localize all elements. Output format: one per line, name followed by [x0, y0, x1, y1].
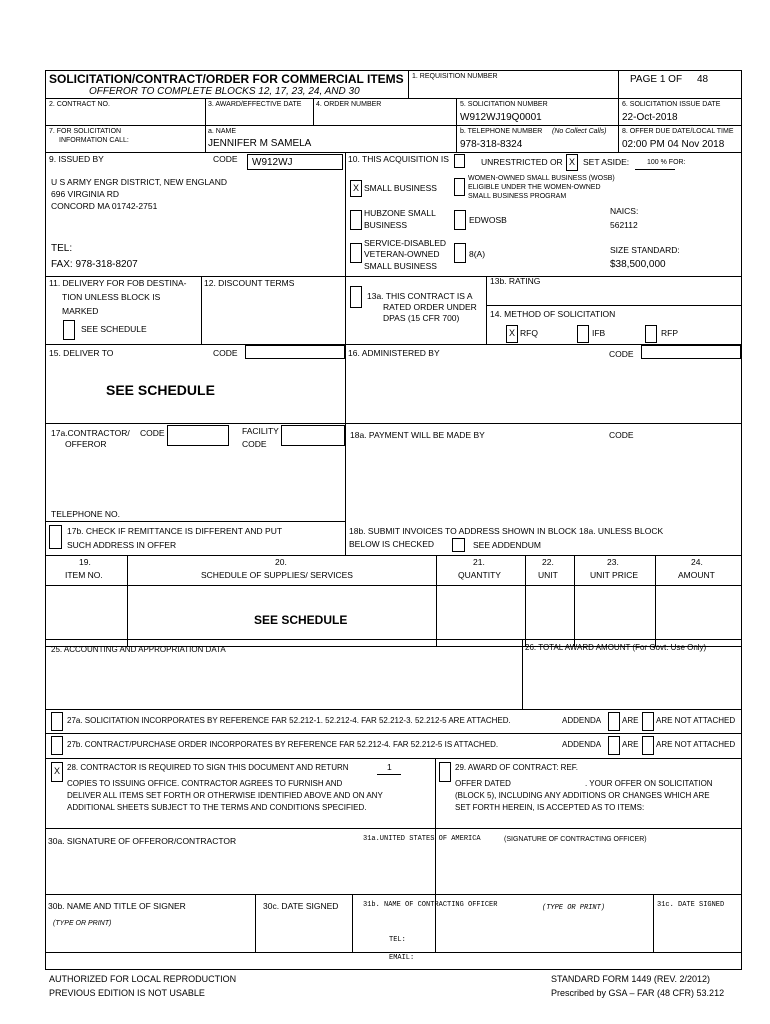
28-checkbox[interactable]: X: [51, 762, 63, 782]
col-unit-price-num: 23.: [607, 557, 619, 567]
officer-tel-label: TEL:: [389, 936, 406, 944]
rule: [45, 70, 742, 71]
dpas-checkbox[interactable]: [350, 286, 362, 308]
no-collect-note: (No Collect Calls): [552, 128, 607, 135]
deliver-to-code-label: CODE: [213, 348, 238, 358]
sdvosb-label-3: SMALL BUSINESS: [364, 261, 437, 271]
hubzone-label-1: HUBZONE SMALL: [364, 208, 436, 218]
rule: [45, 969, 742, 970]
contract-no-label: 2. CONTRACT NO.: [49, 101, 110, 108]
officer-email-label: EMAIL:: [389, 954, 415, 962]
rule: [435, 758, 436, 952]
solicitation-number: W912WJ19Q0001: [460, 112, 542, 123]
29-label-5: SET FORTH HEREIN, IS ACCEPTED AS TO ITEMS:: [455, 803, 645, 812]
col-item-header: ITEM NO.: [65, 570, 103, 580]
set-aside-checkbox[interactable]: X: [566, 154, 578, 171]
27b-are-checkbox[interactable]: [608, 736, 620, 755]
fob-checkbox[interactable]: [63, 320, 75, 340]
rule: [45, 521, 345, 522]
28-label-3: DELIVER ALL ITEMS SET FORTH OR OTHERWISE IDENTIFIED ABOVE AND ON ANY: [67, 791, 383, 800]
edwosb-checkbox[interactable]: [454, 210, 466, 230]
rule: [345, 344, 346, 423]
col-unit-num: 22.: [542, 557, 554, 567]
col-quantity-header: QUANTITY: [458, 570, 501, 580]
payment-by-label: 18a. PAYMENT WILL BE MADE BY: [350, 430, 485, 440]
items-see-schedule: SEE SCHEDULE: [254, 613, 348, 627]
rule: [45, 585, 742, 586]
administered-code-field[interactable]: [641, 345, 741, 359]
prescribed-by: Prescribed by GSA – FAR (48 CFR) 53.212: [551, 988, 725, 998]
award-date-label: 3. AWARD/EFFECTIVE DATE: [208, 101, 302, 108]
facility-code-label: CODE: [242, 439, 267, 449]
facility-code-field[interactable]: [281, 425, 345, 446]
addendum-checkbox[interactable]: [452, 538, 465, 552]
naics-label: NAICS:: [610, 206, 639, 216]
28-label-1: 28. CONTRACTOR IS REQUIRED TO SIGN THIS DOCUMENT AND RETURN: [67, 763, 349, 772]
rule: [486, 305, 742, 306]
acquisition-label: 10. THIS ACQUISITION IS: [348, 154, 449, 164]
27a-are-checkbox[interactable]: [608, 712, 620, 731]
rule: [45, 423, 742, 424]
facility-label: FACILITY: [242, 426, 279, 436]
see-addendum-label: SEE ADDENDUM: [473, 540, 542, 550]
fob-label-3: MARKED: [62, 306, 99, 316]
28-label-4: ADDITIONAL SHEETS SUBJECT TO THE TERMS AND CONDITIONS SPECIFIED.: [67, 803, 367, 812]
rule: [205, 98, 206, 125]
submit-invoices-label-2: BELOW IS CHECKED: [349, 539, 435, 549]
issue-date-label: 6. SOLICITATION ISSUE DATE: [622, 101, 721, 108]
rule: [45, 70, 46, 970]
contracting-officer-name-label: 31b. NAME OF CONTRACTING OFFICER: [363, 901, 498, 909]
rule: [127, 555, 128, 646]
copies-underline: [377, 774, 401, 775]
col-item-num: 19.: [79, 557, 91, 567]
percent-underline: [635, 169, 675, 170]
deliver-to-code-field[interactable]: [245, 345, 345, 359]
col-amount-header: AMOUNT: [678, 570, 715, 580]
signer-type-or-print: (TYPE OR PRINT): [53, 920, 112, 927]
rule: [45, 555, 742, 556]
wosb-checkbox[interactable]: [454, 178, 465, 196]
sdvosb-label-1: SERVICE-DISABLED: [364, 238, 447, 248]
rfq-label: RFQ: [520, 328, 538, 338]
col-quantity-num: 21.: [473, 557, 485, 567]
discount-terms-label: 12. DISCOUNT TERMS: [204, 278, 295, 288]
issued-code-field[interactable]: W912WJ: [247, 154, 343, 170]
27b-label: 27b. CONTRACT/PURCHASE ORDER INCORPORATES BY REFERENCE FAR 52.212-4. FAR 52.212-5 IS ATTACHED.: [67, 740, 499, 749]
issued-code-label: CODE: [213, 154, 238, 164]
29-checkbox[interactable]: [439, 762, 451, 782]
form-number: STANDARD FORM 1449 (REV. 2/2012): [551, 974, 711, 984]
small-business-label: SMALL BUSINESS: [364, 183, 437, 193]
contractor-code-field[interactable]: [167, 425, 229, 446]
27a-addenda-label: ADDENDA: [562, 716, 602, 725]
payment-code-label: CODE: [609, 430, 634, 440]
rule: [45, 952, 742, 953]
rule: [45, 828, 742, 829]
rule: [45, 733, 742, 734]
27b-arenot-checkbox[interactable]: [642, 736, 654, 755]
8a-checkbox[interactable]: [454, 243, 466, 263]
29-label-3: . YOUR OFFER ON SOLICITATION: [585, 779, 713, 788]
size-standard-label: SIZE STANDARD:: [610, 245, 680, 255]
col-schedule-num: 20.: [275, 557, 287, 567]
wosb-label-1: WOMEN-OWNED SMALL BUSINESS (WOSB): [468, 175, 615, 182]
officer-date-signed-label: 31c. DATE SIGNED: [657, 901, 725, 909]
name-label: a. NAME: [208, 128, 237, 135]
rule: [436, 555, 437, 646]
offer-due-label: 8. OFFER DUE DATE/LOCAL TIME: [622, 128, 734, 135]
rule: [525, 555, 526, 646]
27a-label: 27a. SOLICITATION INCORPORATES BY REFERENCE FAR 52.212-1. 52.212-4. FAR 52.212-3. 52.212-5 ARE ATTACHED.: [67, 716, 511, 725]
fob-see-schedule: SEE SCHEDULE: [81, 324, 147, 334]
issued-by-label: 9. ISSUED BY: [49, 154, 104, 164]
rule: [45, 344, 742, 345]
info-call-label-2: INFORMATION CALL:: [59, 137, 129, 144]
issuer-tel: TEL:: [51, 243, 73, 254]
29-label-2: OFFER DATED: [455, 779, 511, 788]
rule: [45, 276, 742, 277]
previous-edition-note: PREVIOUS EDITION IS NOT USABLE: [49, 988, 205, 998]
rule: [655, 555, 656, 646]
administered-by-label: 16. ADMINISTERED BY: [348, 348, 440, 358]
set-aside-label: SET ASIDE:: [583, 157, 630, 167]
27b-checkbox[interactable]: [51, 736, 63, 755]
remittance-label-1: 17b. CHECK IF REMITTANCE IS DIFFERENT AND PUT: [67, 526, 283, 536]
ifb-checkbox[interactable]: [577, 325, 589, 343]
27a-are-label: ARE: [622, 716, 639, 725]
rule: [618, 70, 619, 98]
rating-label: 13b. RATING: [490, 276, 541, 286]
col-amount-num: 24.: [691, 557, 703, 567]
total-award-label: 26. TOTAL AWARD AMOUNT (For Govt. Use Only): [525, 643, 707, 652]
wosb-label-2: ELIGIBLE UNDER THE WOMEN-OWNED: [468, 184, 601, 191]
rule: [522, 639, 523, 709]
page-total: 48: [697, 74, 709, 85]
remittance-label-2: SUCH ADDRESS IN OFFER: [67, 540, 177, 550]
wosb-label-3: SMALL BUSINESS PROGRAM: [468, 193, 567, 200]
usa-label: 31a.UNITED STATES OF AMERICA: [363, 835, 481, 843]
edwosb-label: EDWOSB: [469, 215, 507, 225]
rule: [45, 758, 742, 759]
deliver-see-schedule: SEE SCHEDULE: [106, 382, 215, 398]
rule: [352, 894, 353, 952]
signer-name-label: 30b. NAME AND TITLE OF SIGNER: [48, 901, 186, 911]
issue-date: 22-Oct-2018: [622, 112, 678, 123]
col-unit-header: UNIT: [538, 570, 558, 580]
accounting-label: 25. ACCOUNTING AND APPROPRIATION DATA: [51, 645, 226, 654]
27b-are-label: ARE: [622, 740, 639, 749]
offeror-signature-label: 30a. SIGNATURE OF OFFEROR/CONTRACTOR: [48, 836, 237, 846]
requisition-number-label: 1. REQUISITION NUMBER: [412, 73, 498, 80]
administered-code-label: CODE: [609, 349, 634, 359]
contractor-telephone-label: TELEPHONE NO.: [51, 509, 120, 519]
remittance-checkbox[interactable]: [49, 525, 62, 549]
rule: [486, 276, 487, 344]
contractor-code-label: CODE: [140, 428, 165, 438]
form-title: SOLICITATION/CONTRACT/ORDER FOR COMMERCIAL ITEMS: [49, 72, 404, 86]
fob-label-1: 11. DELIVERY FOR FOB DESTINA-: [49, 278, 187, 288]
contracting-officer-signature-label: (SIGNATURE OF CONTRACTING OFFICER): [504, 836, 647, 843]
rule: [45, 639, 742, 640]
unrestricted-checkbox[interactable]: [454, 154, 465, 168]
submit-invoices-label-1: 18b. SUBMIT INVOICES TO ADDRESS SHOWN IN BLOCK 18a. UNLESS BLOCK: [349, 526, 664, 536]
offer-due-date: 02:00 PM 04 Nov 2018: [622, 139, 725, 150]
issuer-address-line2: 696 VIRGINIA RD: [51, 189, 120, 199]
order-number-label: 4. ORDER NUMBER: [316, 101, 382, 108]
28-label-2: COPIES TO ISSUING OFFICE. CONTRACTOR AGREES TO FURNISH AND: [67, 779, 343, 788]
rfq-checkbox[interactable]: X: [506, 325, 518, 343]
27a-checkbox[interactable]: [51, 712, 63, 731]
page-label: PAGE 1 OF: [630, 74, 683, 85]
rfp-checkbox[interactable]: [645, 325, 657, 343]
info-call-label: 7. FOR SOLICITATION: [49, 128, 122, 135]
rule: [313, 98, 314, 125]
sf1449-form: [45, 70, 742, 970]
rule: [741, 70, 742, 970]
method-label: 14. METHOD OF SOLICITATION: [490, 309, 616, 319]
date-signed-label: 30c. DATE SIGNED: [263, 901, 339, 911]
rule: [653, 894, 654, 952]
rule: [45, 894, 742, 895]
unrestricted-label: UNRESTRICTED OR: [481, 157, 563, 167]
27b-addenda-label: ADDENDA: [562, 740, 602, 749]
size-standard: $38,500,000: [610, 259, 666, 270]
contractor-label-2: OFFEROR: [65, 439, 107, 449]
contact-name: JENNIFER M SAMELA: [208, 138, 312, 149]
rule: [205, 125, 206, 152]
col-unit-price-header: UNIT PRICE: [590, 570, 639, 580]
rule: [345, 276, 346, 344]
rfp-label: RFP: [661, 328, 678, 338]
rule: [45, 152, 742, 153]
telephone-number: 978-318-8324: [460, 139, 523, 150]
rule: [255, 894, 256, 952]
dpas-label-1: 13a. THIS CONTRACT IS A: [367, 291, 473, 301]
29-label-1: 29. AWARD OF CONTRACT: REF.: [455, 763, 578, 772]
rule: [201, 276, 202, 344]
27b-arenot-label: ARE NOT ATTACHED: [656, 740, 736, 749]
contractor-label-1: 17a.CONTRACTOR/: [51, 428, 130, 438]
rule: [345, 423, 346, 555]
28-copies: 1: [387, 762, 392, 772]
set-aside-percent: 100 % FOR:: [647, 159, 686, 166]
rule: [45, 709, 742, 710]
deliver-to-label: 15. DELIVER TO: [49, 348, 114, 358]
rule: [345, 152, 346, 276]
col-schedule-header: SCHEDULE OF SUPPLIES/ SERVICES: [201, 570, 353, 580]
issuer-address-line1: U S ARMY ENGR DISTRICT, NEW ENGLAND: [51, 177, 228, 187]
sdvosb-checkbox[interactable]: [350, 243, 362, 263]
hubzone-label-2: BUSINESS: [364, 220, 407, 230]
rule: [45, 125, 742, 126]
small-business-checkbox[interactable]: X: [350, 180, 362, 197]
solicitation-number-label: 5. SOLICITATION NUMBER: [460, 101, 548, 108]
8a-label: 8(A): [469, 249, 486, 259]
telephone-label: b. TELEPHONE NUMBER: [460, 128, 543, 135]
authorized-reproduction: AUTHORIZED FOR LOCAL REPRODUCTION: [49, 974, 237, 984]
hubzone-checkbox[interactable]: [350, 210, 362, 230]
27a-arenot-checkbox[interactable]: [642, 712, 654, 731]
fob-label-2: TION UNLESS BLOCK IS: [62, 292, 161, 302]
dpas-label-2: RATED ORDER UNDER: [383, 302, 477, 312]
dpas-label-3: DPAS (15 CFR 700): [383, 313, 460, 323]
rule: [408, 70, 409, 98]
form-subtitle: OFFEROR TO COMPLETE BLOCKS 12, 17, 23, 24, AND 30: [89, 86, 360, 97]
27a-arenot-label: ARE NOT ATTACHED: [656, 716, 736, 725]
sdvosb-label-2: VETERAN-OWNED: [364, 249, 440, 259]
rule: [45, 98, 742, 99]
naics-code: 562112: [610, 220, 638, 230]
ifb-label: IFB: [592, 328, 606, 338]
issuer-address-line3: CONCORD MA 01742-2751: [51, 201, 158, 211]
rule: [574, 555, 575, 646]
issuer-fax: FAX: 978-318-8207: [51, 259, 138, 270]
29-label-4: (BLOCK 5), INCLUDING ANY ADDITIONS OR CHANGES WHICH ARE: [455, 791, 710, 800]
officer-type-or-print: (TYPE OR PRINT): [542, 904, 606, 912]
